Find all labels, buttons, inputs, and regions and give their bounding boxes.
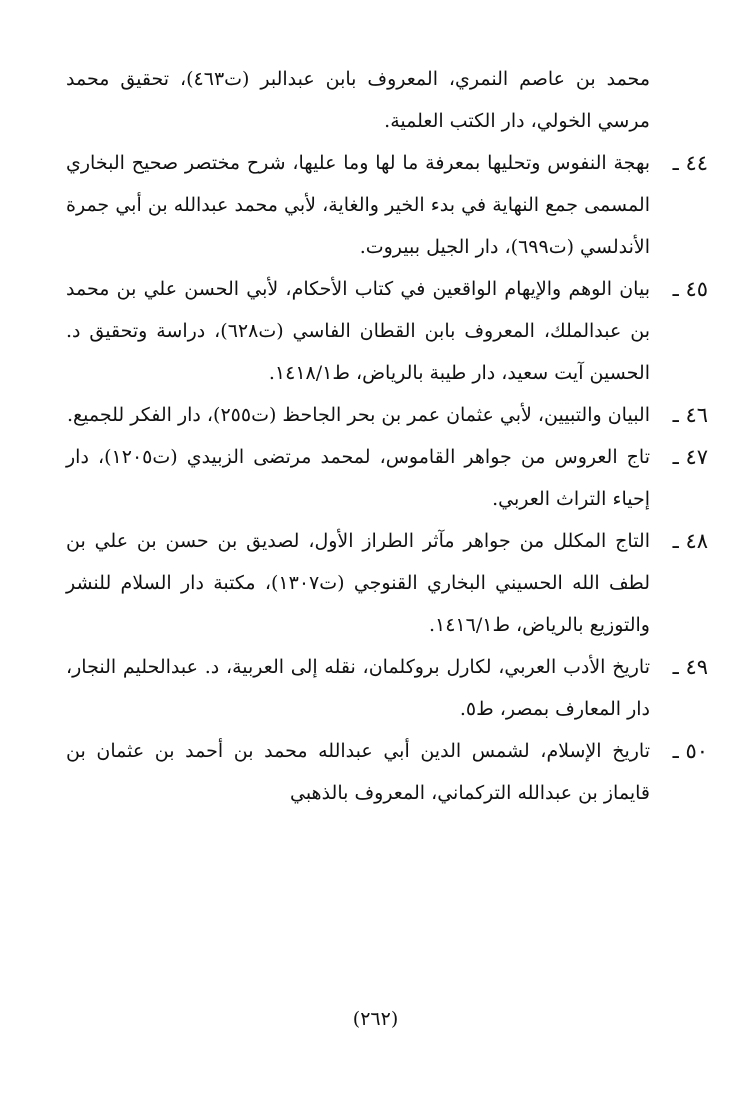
- continued-entry-text: محمد بن عاصم النمري، المعروف بابن عبدالبر (ت٤٦٣)، تحقيق محمد مرسي الخولي، دار الكتب العلمية.: [66, 68, 650, 132]
- entry-text: تاج العروس من جواهر القاموس، لمحمد مرتضى الزبيدي (ت١٢٠٥)، دار إحياء التراث العربي.: [66, 446, 650, 510]
- bibliography-page: [66, 58, 708, 814]
- bibliography-entry-44: [66, 142, 708, 268]
- entry-number: ٤٨ ـ: [672, 529, 708, 553]
- entry-text: تاريخ الإسلام، لشمس الدين أبي عبدالله محمد بن أحمد بن عثمان بن قايماز بن عبدالله التركماني، المعروف بالذهبي: [66, 740, 650, 804]
- entry-text: البيان والتبيين، لأبي عثمان عمر بن بحر الجاحظ (ت٢٥٥)، دار الفكر للجميع.: [67, 404, 650, 426]
- bibliography-entry-50: [66, 730, 708, 814]
- entry-number: ٤٦ ـ: [672, 403, 708, 427]
- entry-number: ٤٤ ـ: [672, 151, 708, 175]
- bibliography-entry-46: [66, 394, 708, 436]
- entry-text: بهجة النفوس وتحليها بمعرفة ما لها وما عليها، شرح مختصر صحيح البخاري المسمى جمع النهاية في بدء الخير والغاية، لأبي محمد عبدالله بن أبي جمرة الأندلسي (ت٦٩٩)، دار الجيل ببيروت.: [66, 152, 650, 258]
- bibliography-entry-45: [66, 268, 708, 394]
- entry-text: تاريخ الأدب العربي، لكارل بروكلمان، نقله إلى العربية، د. عبدالحليم النجار، دار المعارف بمصر، ط٥.: [66, 656, 650, 720]
- bibliography-entry-47: [66, 436, 708, 520]
- entry-number: ٥٠ ـ: [672, 739, 708, 763]
- entry-text: بيان الوهم والإيهام الواقعين في كتاب الأحكام، لأبي الحسن علي بن محمد بن عبدالملك، المعروف بابن القطان الفاسي (ت٦٢٨)، دراسة وتحقيق د. الحسين آيت سعيد، دار طيبة بالرياض، ط١٤١٨/١.: [66, 278, 651, 384]
- page-number: (٢٦٢): [352, 1008, 399, 1030]
- entry-text: التاج المكلل من جواهر مآثر الطراز الأول، لصديق بن حسن بن علي بن لطف الله الحسيني البخاري القنوجي (ت١٣٠٧)، مكتبة دار السلام للنشر والتوزيع بالرياض، ط١٤١٦/١.: [66, 530, 650, 636]
- bibliography-entry-49: [66, 646, 708, 730]
- continued-entry: [66, 58, 708, 142]
- entry-number: ٤٧ ـ: [672, 445, 708, 469]
- entry-number: ٤٩ ـ: [672, 655, 708, 679]
- entry-number: ٤٥ ـ: [672, 277, 708, 301]
- bibliography-entry-48: [66, 520, 708, 646]
